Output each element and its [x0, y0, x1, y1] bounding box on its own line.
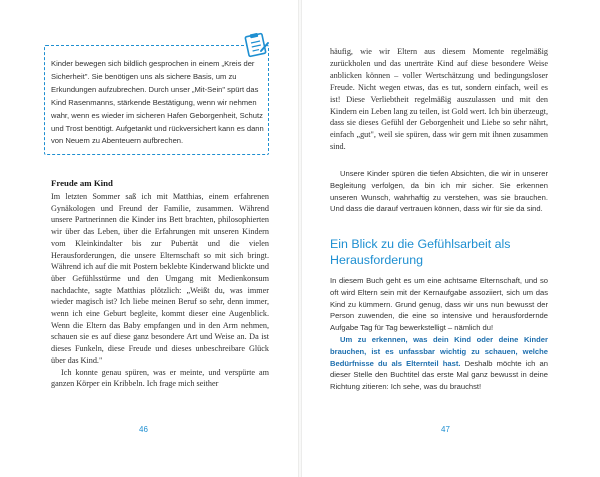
page-number-right: 47 [441, 425, 450, 434]
right-sans-paragraph: Unsere Kinder spüren die tiefen Absichten, die wir in unserer Begleitung verfolgen, da bin ich mir sicher. Sie erkennen unseren Wunsch, wahrhaftig zu verstehen, was sie brauchen. Und dass die darauf vertrauen können, dass wir für sie da sind. [330, 169, 548, 214]
left-paragraph-1: Im letzten Sommer saß ich mit Matthias, einem erfahrenen Gynäkologen und Freund der Familie, zusammen. Während unsere Partnerinnen die Kinder ins Bett brachten, philosophierten wir über das Leben, über die Erfahrungen mit unseren Kindern vom Kleinkindalter bis zur Pubertät und die vielen Herausforderungen, die unsere Elternschaft so mit sich bringt. Während ich auf die mit Postern beklebte Kinderwand blickte und über Gefühlsstürme und den Umgang mit Medienkonsum nachdachte, sagte Matthias plötzlich: „Weißt du, was immer wieder magisch ist? Ich liebe meinen Beruf so sehr, denn immer, wenn ich eine Geburt begleite, kommt dieser eine Augenblick. Wenn die Eltern das Baby empfangen und in den Arm nehmen, schauen sie es auf diese ganz besondere Art und Weise an. Da ist dieses Funkeln, diese Freude und dieses unbeschreibare Glück über das Kind." [51, 192, 269, 365]
right-page [302, 0, 600, 477]
right-body-text [330, 46, 548, 153]
emphasis-paragraph [330, 334, 548, 393]
right-section-text [330, 275, 548, 393]
right-paragraph-1: häufig, wie wir Eltern aus diesem Momente regelmäßig zurückholen und das unerträte Kind auf diese besondere Weise anblicken können – voller Wertschätzung und bedingungsloser Freude. Nicht wegen etwas, das es tut, sondern einfach, weil es ist! Diese Verliebtheit regelmäßig auszulassen und mit den Kindern ein Leben lang zu teilen, ist Gold wert. Ich bin überzeugt, dass sie dieses Gefühl der Geborgenheit und Liebe so sehr nährt, einfach „gut", weil sie spüren, dass wir gern mit ihnen zusammen sind. [330, 47, 548, 152]
left-page [0, 0, 298, 477]
closing-text: Deshalb möchte ich an dieser Stelle den Buchtitel das erste Mal ganz bewusst in deine Richtung zitieren: Ich sehe, was du brauchst! [330, 358, 548, 392]
section-heading-freude: Freude am Kind [51, 178, 113, 188]
emphasis-text: Um zu erkennen, was dein Kind oder deine Kinder brauchen, ist es unfassbar wichtig zu schauen, welche Bedürfnisse du als Elternteil hast. [330, 334, 548, 368]
left-body-text [51, 191, 269, 390]
left-paragraph-2: Ich konnte genau spüren, was er meinte, und verspürte am ganzen Körper ein Kribbeln. Ich frage mich seither [51, 367, 269, 389]
section-paragraph: In diesem Buch geht es um eine achtsame Elternschaft, und so oft wird Eltern sein mit der Kernaufgabe assoziiert, sich um das Kind zu kümmern. Grund genug, dass wir uns nun bewusst der Person zuwenden, die eine so intensive und herausfordernde Aufgabe Tag für Tag bewerkstelligt – nämlich du! [330, 276, 548, 333]
callout-text: Kinder bewegen sich bildlich gesprochen in einem „Kreis der Sicherheit". Sie benötigen uns als sichere Basis, um zu Erkundungen aufzubrechen. Durch unser „Mit-Sein" spürt das Kind Rasenmanns, stärkende Bestätigung, wenn wir nehmen wahr, wenn es wieder im sicheren Hafen Geborgenheit, Schutz und Trost benötigt. Aufgetankt und rückversichert kann es dann von Neuem zu Abenteuern aufbrechen. [51, 59, 264, 146]
page-number-left: 46 [139, 425, 148, 434]
section-heading-gefuehlsarbeit: Ein Blick zu die Gefühlsarbeit als Herausforderung [330, 237, 511, 267]
clipboard-checklist-icon [244, 32, 270, 58]
callout-box [44, 45, 269, 155]
